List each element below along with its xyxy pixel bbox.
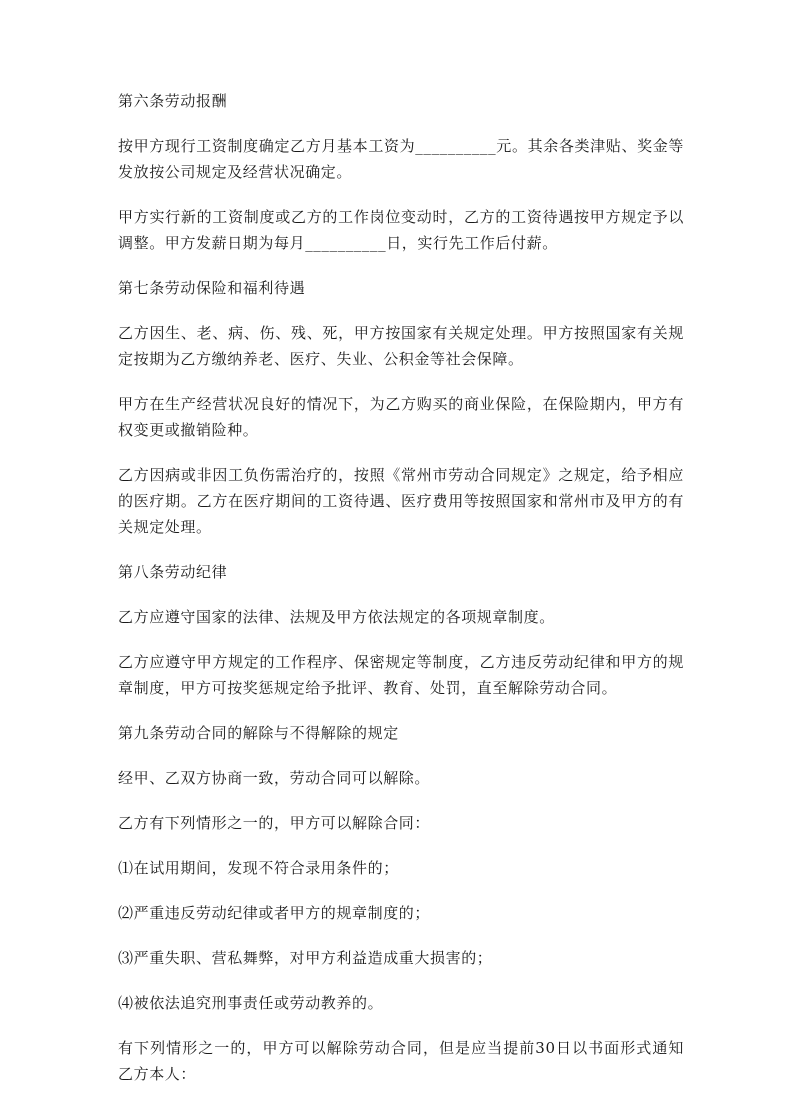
paragraph-medical-period: 乙方因病或非因工负伤需治疗的，按照《常州市劳动合同规定》之规定，给予相应的医疗期。乙方在医疗期间的工资待遇、医疗费用等按照国家和常州市及甲方的有关规定处理。 — [118, 466, 684, 536]
paragraph-mutual-termination: 经甲、乙双方协商一致，劳动合同可以解除。 — [118, 769, 431, 787]
section-heading-article-8: 第八条劳动纪律 — [118, 563, 228, 581]
paragraph-30-day-notice: 有下列情形之一的，甲方可以解除劳动合同，但是应当提前30日以书面形式通知乙方本人： — [118, 1039, 684, 1083]
paragraph-base-salary: 按甲方现行工资制度确定乙方月基本工资为__________元。其余各类津贴、奖金等发放按公司规定及经营状况确定。 — [118, 137, 684, 181]
paragraph-social-security: 乙方因生、老、病、伤、残、死，甲方按国家有关规定处理。甲方按照国家有关规定按期为乙方缴纳养老、医疗、失业、公积金等社会保障。 — [118, 324, 684, 368]
paragraph-obey-laws: 乙方应遵守国家的法律、法规及甲方依法规定的各项规章制度。 — [118, 608, 555, 626]
paragraph-salary-adjustment: 甲方实行新的工资制度或乙方的工作岗位变动时，乙方的工资待遇按甲方规定予以调整。甲方发薪日期为每月__________日，实行先工作后付薪。 — [118, 208, 684, 252]
list-item-probation: ⑴在试用期间，发现不符合录用条件的； — [118, 859, 399, 877]
section-heading-article-9: 第九条劳动合同的解除与不得解除的规定 — [118, 724, 399, 742]
paragraph-commercial-insurance: 甲方在生产经营状况良好的情况下，为乙方购买的商业保险，在保险期内，甲方有权变更或撤销险种。 — [118, 395, 684, 439]
document-body — [118, 88, 684, 1106]
paragraph-discipline-violation: 乙方应遵守甲方规定的工作程序、保密规定等制度，乙方违反劳动纪律和甲方的规章制度，甲方可按奖惩规定给予批评、教育、处罚，直至解除劳动合同。 — [118, 653, 684, 697]
section-heading-article-7: 第七条劳动保险和福利待遇 — [118, 279, 306, 297]
list-item-dereliction: ⑶严重失职、营私舞弊，对甲方利益造成重大损害的； — [118, 949, 493, 967]
list-item-serious-violation: ⑵严重违反劳动纪律或者甲方的规章制度的； — [118, 904, 431, 922]
section-heading-article-6: 第六条劳动报酬 — [118, 92, 228, 110]
paragraph-termination-conditions: 乙方有下列情形之一的，甲方可以解除合同： — [118, 814, 431, 832]
list-item-criminal-liability: ⑷被依法追究刑事责任或劳动教养的。 — [118, 994, 384, 1012]
